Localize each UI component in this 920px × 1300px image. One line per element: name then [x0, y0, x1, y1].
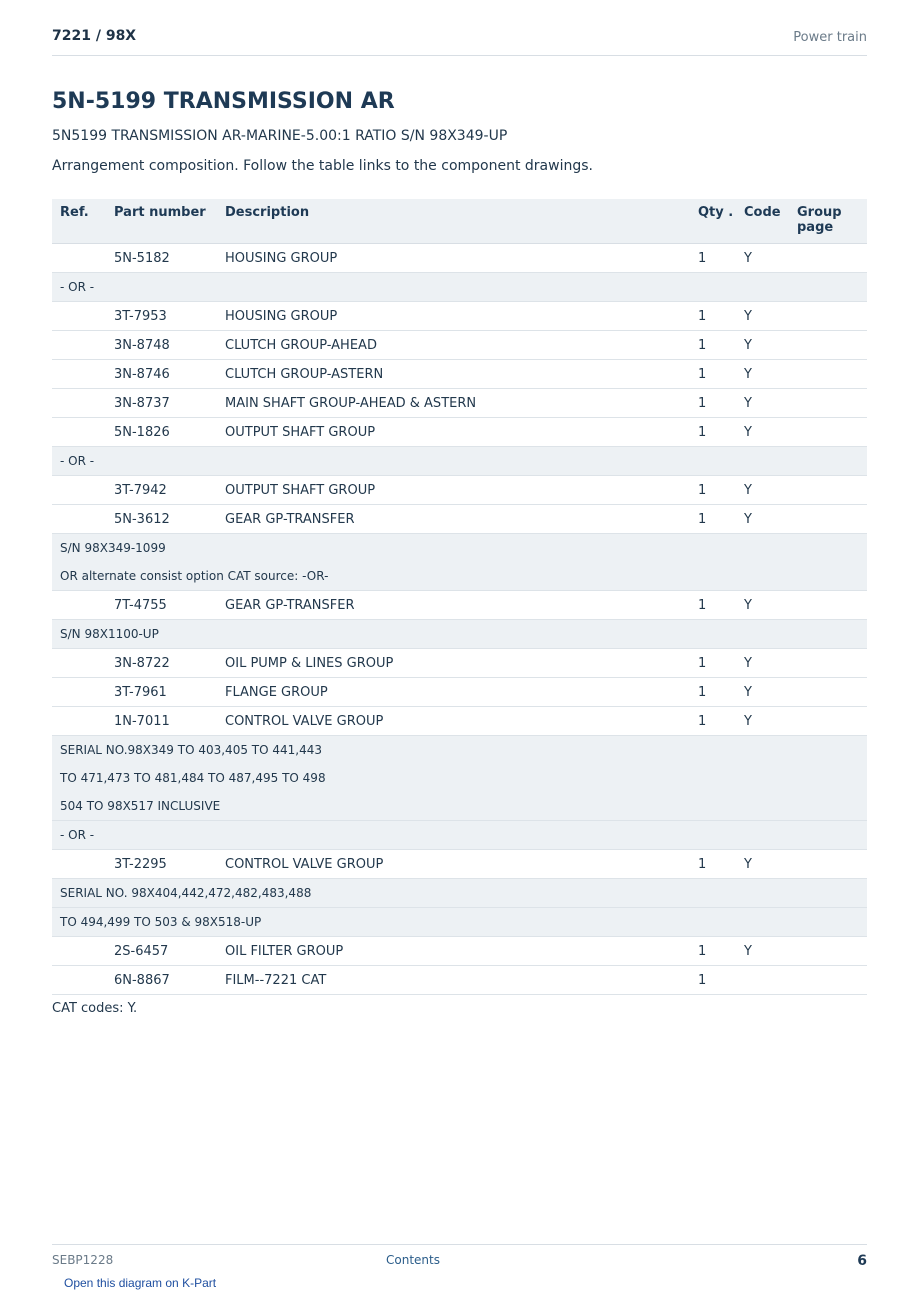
cell-group-page — [797, 389, 867, 418]
table-row — [52, 360, 867, 389]
table-row — [52, 966, 867, 995]
note-line: OR alternate consist option CAT source: -OR- — [60, 569, 329, 583]
table-row — [52, 244, 867, 273]
cell-qty: 1 — [698, 418, 744, 447]
cell-code: Y — [744, 591, 797, 620]
column-header-description: Description — [225, 199, 698, 244]
parts-table — [52, 199, 867, 995]
cell-ref — [52, 937, 114, 966]
cell-part-number[interactable]: 3T-7953 — [114, 302, 225, 331]
cell-code: Y — [744, 707, 797, 736]
note-cell — [52, 879, 867, 908]
cell-ref — [52, 678, 114, 707]
column-header-group-page: Group page — [797, 199, 867, 244]
note-row — [52, 273, 867, 302]
note-line: - OR - — [60, 454, 95, 468]
cell-part-number[interactable]: 3N-8722 — [114, 649, 225, 678]
note-cell — [52, 736, 867, 821]
cell-qty: 1 — [698, 937, 744, 966]
cell-ref — [52, 649, 114, 678]
note-line: SERIAL NO. 98X404,442,472,482,483,488 — [60, 886, 312, 900]
note-cell — [52, 821, 867, 850]
note-line: SERIAL NO.98X349 TO 403,405 TO 441,443 — [60, 743, 322, 757]
cell-description: MAIN SHAFT GROUP-AHEAD & ASTERN — [225, 389, 698, 418]
cell-code: Y — [744, 649, 797, 678]
cell-ref — [52, 707, 114, 736]
page-title: 5N-5199 TRANSMISSION AR — [52, 89, 395, 114]
cell-ref — [52, 966, 114, 995]
cell-group-page — [797, 360, 867, 389]
note-row — [52, 879, 867, 908]
cell-qty: 1 — [698, 389, 744, 418]
cell-ref — [52, 360, 114, 389]
cell-qty: 1 — [698, 966, 744, 995]
cell-description: CLUTCH GROUP-ASTERN — [225, 360, 698, 389]
cell-part-number[interactable]: 5N-3612 — [114, 505, 225, 534]
cell-ref — [52, 302, 114, 331]
table-header-row — [52, 199, 867, 244]
cell-description: FILM--7221 CAT — [225, 966, 698, 995]
note-cell — [52, 620, 867, 649]
note-line: S/N 98X349-1099 — [60, 541, 166, 555]
cell-code: Y — [744, 360, 797, 389]
cell-qty: 1 — [698, 850, 744, 879]
cell-part-number[interactable]: 3N-8746 — [114, 360, 225, 389]
cell-part-number[interactable]: 3N-8737 — [114, 389, 225, 418]
intro-text: Arrangement composition. Follow the table links to the component drawings. — [52, 158, 593, 174]
cell-qty: 1 — [698, 331, 744, 360]
note-line: 504 TO 98X517 INCLUSIVE — [60, 799, 221, 813]
parts-table-body — [52, 244, 867, 995]
note-line: TO 494,499 TO 503 & 98X518-UP — [60, 915, 262, 929]
cell-part-number[interactable]: 3N-8748 — [114, 331, 225, 360]
table-row — [52, 707, 867, 736]
cell-code: Y — [744, 476, 797, 505]
cell-ref — [52, 476, 114, 505]
contents-link[interactable]: Contents — [386, 1253, 440, 1267]
page-subtitle: 5N5199 TRANSMISSION AR-MARINE-5.00:1 RATIO S/N 98X349-UP — [52, 128, 508, 144]
cell-ref — [52, 331, 114, 360]
cell-group-page — [797, 418, 867, 447]
cell-group-page — [797, 244, 867, 273]
cell-part-number[interactable]: 3T-7961 — [114, 678, 225, 707]
note-row — [52, 821, 867, 850]
cell-description: CONTROL VALVE GROUP — [225, 850, 698, 879]
cell-qty: 1 — [698, 244, 744, 273]
cell-group-page — [797, 678, 867, 707]
cell-code: Y — [744, 244, 797, 273]
cell-ref — [52, 418, 114, 447]
note-cell — [52, 273, 867, 302]
cell-description: OUTPUT SHAFT GROUP — [225, 476, 698, 505]
cell-group-page — [797, 649, 867, 678]
table-row — [52, 591, 867, 620]
document-code: SEBP1228 — [52, 1253, 114, 1267]
cell-qty: 1 — [698, 649, 744, 678]
document-id: 7221 / 98X — [52, 28, 137, 44]
cell-description: OUTPUT SHAFT GROUP — [225, 418, 698, 447]
cell-code: Y — [744, 850, 797, 879]
cell-part-number[interactable]: 5N-1826 — [114, 418, 225, 447]
table-row — [52, 505, 867, 534]
cell-part-number[interactable]: 7T-4755 — [114, 591, 225, 620]
note-line: S/N 98X1100-UP — [60, 627, 159, 641]
cell-group-page — [797, 591, 867, 620]
note-row — [52, 447, 867, 476]
cell-code: Y — [744, 331, 797, 360]
cell-ref — [52, 591, 114, 620]
section-name: Power train — [793, 30, 867, 45]
cell-description: CONTROL VALVE GROUP — [225, 707, 698, 736]
cell-ref — [52, 244, 114, 273]
table-row — [52, 331, 867, 360]
cell-ref — [52, 389, 114, 418]
cell-part-number[interactable]: 6N-8867 — [114, 966, 225, 995]
cell-ref — [52, 505, 114, 534]
cell-group-page — [797, 505, 867, 534]
cell-qty: 1 — [698, 505, 744, 534]
table-row — [52, 937, 867, 966]
cell-qty: 1 — [698, 678, 744, 707]
column-header-code: Code — [744, 199, 797, 244]
open-kpart-link[interactable]: Open this diagram on K-Part — [64, 1276, 217, 1290]
column-header-qty: Qty . — [698, 199, 744, 244]
column-header-ref: Ref. — [52, 199, 114, 244]
note-row — [52, 534, 867, 591]
table-row — [52, 476, 867, 505]
cell-group-page — [797, 707, 867, 736]
cell-qty: 1 — [698, 591, 744, 620]
cell-qty: 1 — [698, 302, 744, 331]
cell-code: Y — [744, 302, 797, 331]
table-row — [52, 302, 867, 331]
cell-code — [744, 966, 797, 995]
note-line: - OR - — [60, 280, 95, 294]
note-row — [52, 908, 867, 937]
table-row — [52, 678, 867, 707]
cell-group-page — [797, 937, 867, 966]
table-row — [52, 389, 867, 418]
page-footer — [52, 1244, 867, 1275]
note-row — [52, 620, 867, 649]
cell-group-page — [797, 966, 867, 995]
cell-part-number[interactable]: 2S-6457 — [114, 937, 225, 966]
cell-group-page — [797, 476, 867, 505]
cell-qty: 1 — [698, 707, 744, 736]
cell-description: GEAR GP-TRANSFER — [225, 505, 698, 534]
column-header-part-number: Part number — [114, 199, 225, 244]
page-number: 6 — [857, 1253, 867, 1269]
cell-description: OIL FILTER GROUP — [225, 937, 698, 966]
cell-description: FLANGE GROUP — [225, 678, 698, 707]
page-header — [52, 28, 867, 56]
cell-ref — [52, 850, 114, 879]
cell-qty: 1 — [698, 360, 744, 389]
cell-code: Y — [744, 418, 797, 447]
cell-group-page — [797, 331, 867, 360]
table-row — [52, 649, 867, 678]
table-row — [52, 418, 867, 447]
cell-description: HOUSING GROUP — [225, 244, 698, 273]
cell-code: Y — [744, 937, 797, 966]
cell-part-number[interactable]: 3T-7942 — [114, 476, 225, 505]
note-cell — [52, 447, 867, 476]
note-line: - OR - — [60, 828, 95, 842]
table-row — [52, 850, 867, 879]
cell-code: Y — [744, 678, 797, 707]
cell-code: Y — [744, 505, 797, 534]
cell-qty: 1 — [698, 476, 744, 505]
cell-description: CLUTCH GROUP-AHEAD — [225, 331, 698, 360]
cell-code: Y — [744, 389, 797, 418]
cell-group-page — [797, 302, 867, 331]
cell-part-number[interactable]: 1N-7011 — [114, 707, 225, 736]
note-line: TO 471,473 TO 481,484 TO 487,495 TO 498 — [60, 771, 326, 785]
cell-description: OIL PUMP & LINES GROUP — [225, 649, 698, 678]
cell-description: GEAR GP-TRANSFER — [225, 591, 698, 620]
cat-codes-note: CAT codes: Y. — [52, 1001, 138, 1016]
cell-part-number[interactable]: 5N-5182 — [114, 244, 225, 273]
note-cell — [52, 908, 867, 937]
cell-group-page — [797, 850, 867, 879]
cell-part-number[interactable]: 3T-2295 — [114, 850, 225, 879]
note-row — [52, 736, 867, 821]
note-cell — [52, 534, 867, 591]
cell-description: HOUSING GROUP — [225, 302, 698, 331]
